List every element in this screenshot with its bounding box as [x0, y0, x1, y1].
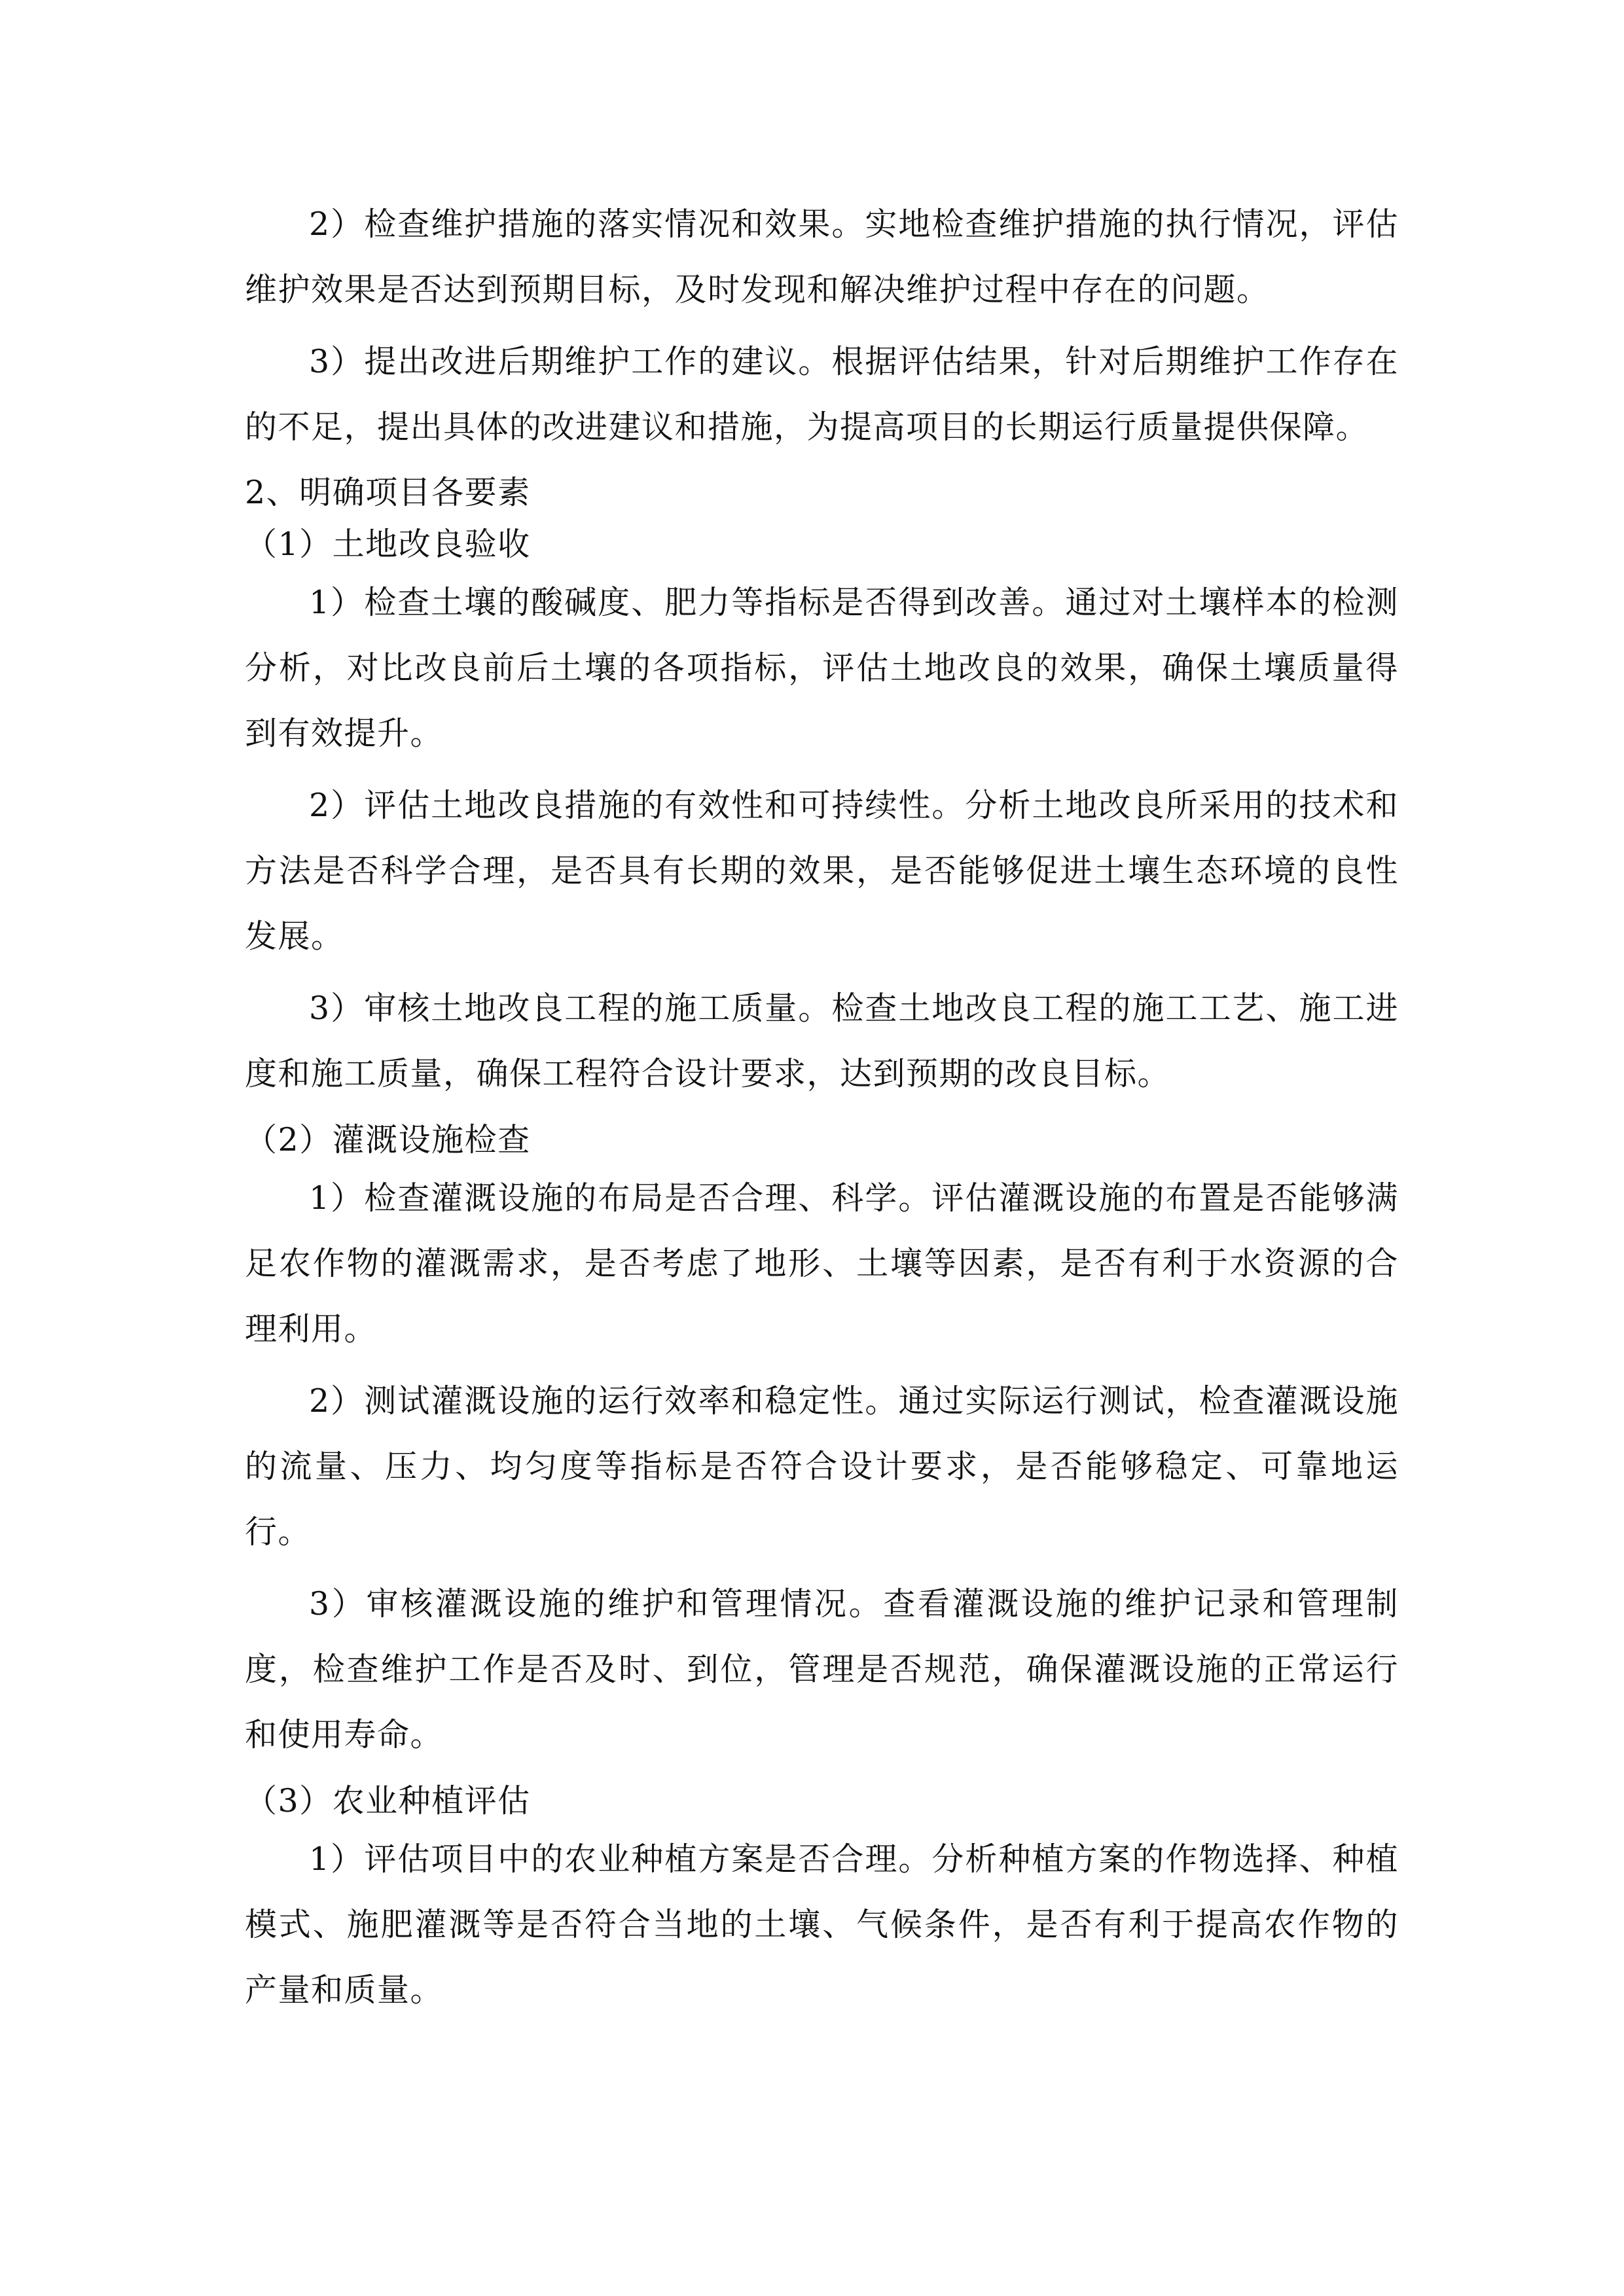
- subsection-heading: （1）土地改良验收: [245, 526, 531, 563]
- subsection-heading: （2）灌溉设施检查: [245, 1121, 531, 1158]
- paragraph: 3）提出改进后期维护工作的建议。根据评估结果，针对后期维护工作存在的不足，提出具体的改进建议和措施，为提高项目的长期运行质量提供保障。: [245, 343, 1399, 446]
- section-heading: 2、明确项目各要素: [245, 474, 531, 511]
- paragraph: 1）检查土壤的酸碱度、肥力等指标是否得到改善。通过对土壤样本的检测分析，对比改良前后土壤的各项指标，评估土地改良的效果，确保土壤质量得到有效提升。: [245, 584, 1399, 752]
- paragraph: 3）审核土地改良工程的施工质量。检查土地改良工程的施工工艺、施工进度和施工质量，确保工程符合设计要求，达到预期的改良目标。: [245, 990, 1399, 1092]
- paragraph: 1）评估项目中的农业种植方案是否合理。分析种植方案的作物选择、种植模式、施肥灌溉等是否符合当地的土壤、气候条件，是否有利于提高农作物的产量和质量。: [245, 1840, 1399, 2009]
- paragraph: 1）检查灌溉设施的布局是否合理、科学。评估灌溉设施的布置是否能够满足农作物的灌溉需求，是否考虑了地形、土壤等因素，是否有利于水资源的合理利用。: [245, 1179, 1399, 1348]
- paragraph: 2）检查维护措施的落实情况和效果。实地检查维护措施的执行情况，评估维护效果是否达到预期目标，及时发现和解决维护过程中存在的问题。: [245, 206, 1399, 308]
- subsection-heading: （3）农业种植评估: [245, 1782, 531, 1820]
- paragraph: 3）审核灌溉设施的维护和管理情况。查看灌溉设施的维护记录和管理制度，检查维护工作是否及时、到位，管理是否规范，确保灌溉设施的正常运行和使用寿命。: [245, 1585, 1399, 1753]
- paragraph: 2）测试灌溉设施的运行效率和稳定性。通过实际运行测试，检查灌溉设施的流量、压力、均匀度等指标是否符合设计要求，是否能够稳定、可靠地运行。: [245, 1382, 1399, 1551]
- document-body: [245, 192, 1399, 2030]
- paragraph: 2）评估土地改良措施的有效性和可持续性。分析土地改良所采用的技术和方法是否科学合理，是否具有长期的效果，是否能够促进土壤生态环境的良性发展。: [245, 787, 1399, 955]
